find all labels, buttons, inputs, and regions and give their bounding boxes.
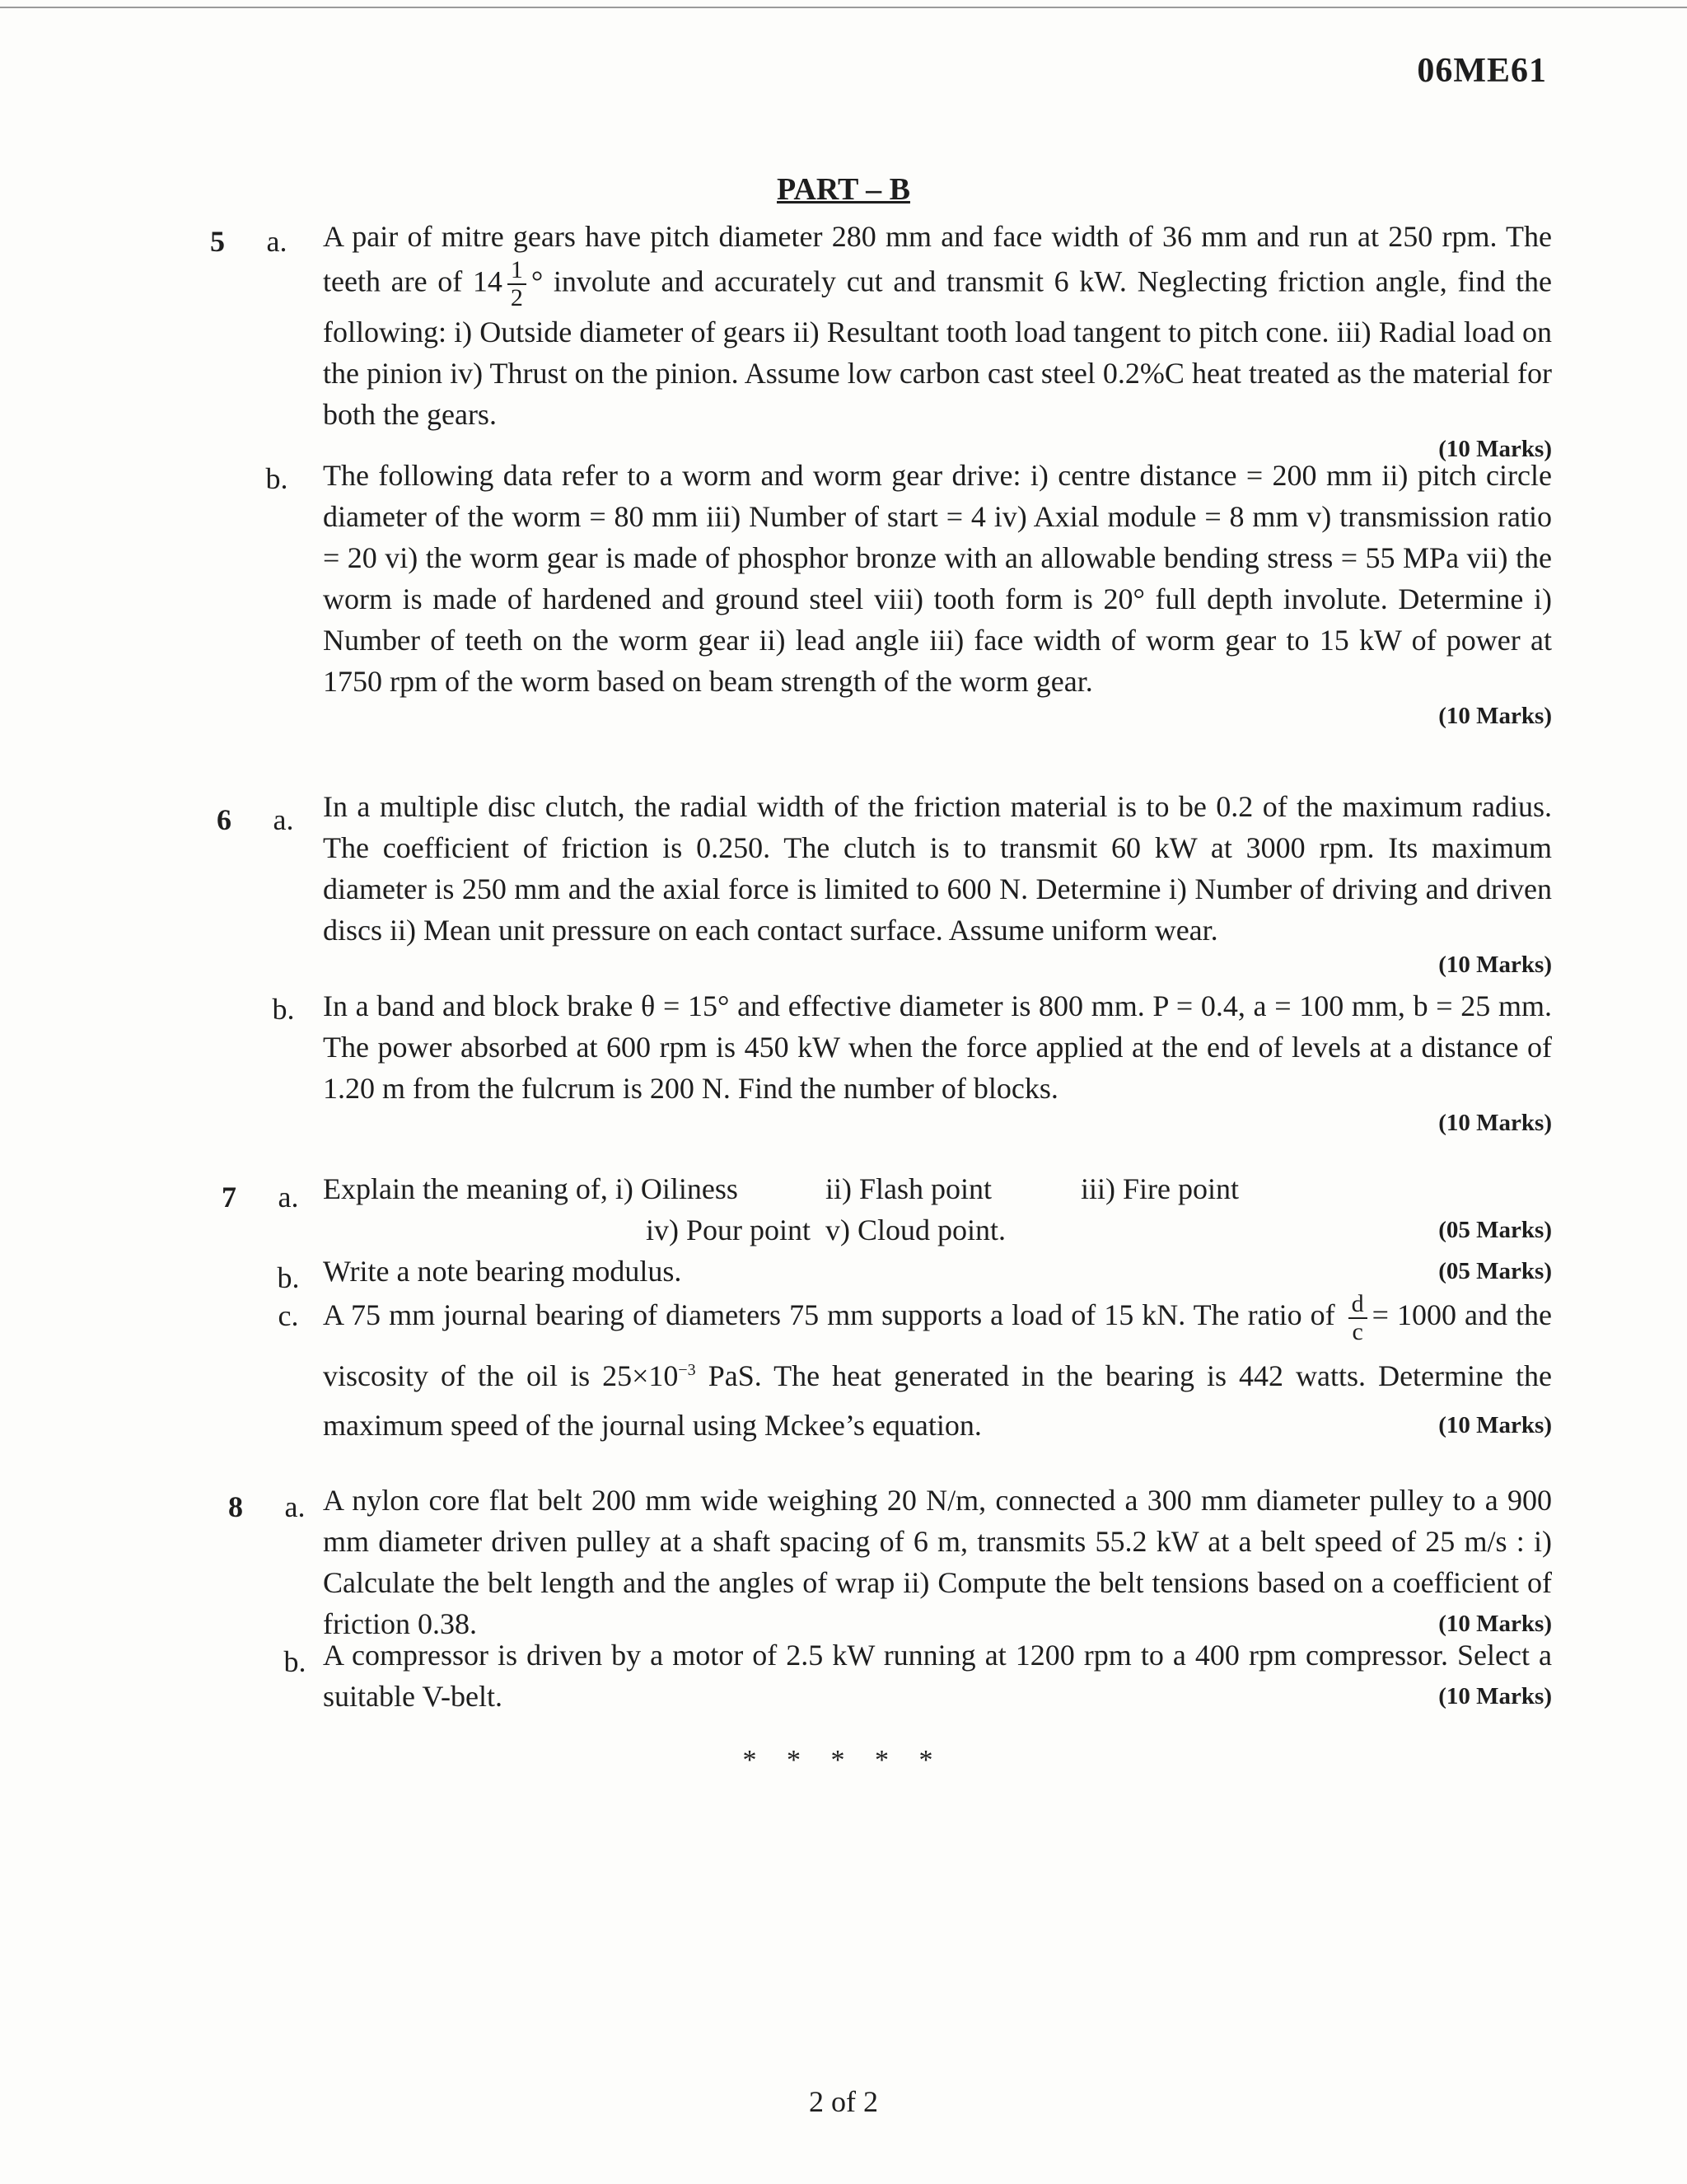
- question-7b-text: Write a note bearing modulus. (05 Marks): [323, 1251, 1552, 1292]
- question-6b-marks: (10 Marks): [1438, 1110, 1552, 1136]
- scan-top-edge-line: [0, 7, 1687, 8]
- part-heading: PART – B: [777, 172, 910, 207]
- question-number-6: 6: [217, 803, 231, 836]
- question-8b-text: A compressor is driven by a motor of 2.5 kW running at 1200 rpm to a 400 rpm compressor. Select a suitable V-belt. (10 Marks): [323, 1634, 1552, 1717]
- question-number-7: 7: [222, 1181, 236, 1214]
- question-7a-text: [323, 1168, 1552, 1251]
- question-7a-row1: Explain the meaning of, i) Oiliness ii) Flash point iii) Fire point: [323, 1172, 1239, 1205]
- question-7b-label: b.: [277, 1261, 300, 1294]
- question-8a-marks: (10 Marks): [1438, 1611, 1552, 1637]
- degree-symbol: °: [530, 264, 544, 298]
- question-number-5: 5: [210, 225, 225, 258]
- question-7a-row2: iv) Pour point v) Cloud point. (05 Marks): [323, 1209, 1552, 1251]
- question-5b-marks: (10 Marks): [1438, 703, 1552, 729]
- question-7a-marks: (05 Marks): [1438, 1217, 1552, 1243]
- question-number-8: 8: [228, 1490, 243, 1523]
- question-5a-text-part2: involute and accurately cut and transmit 6 kW. Neglecting friction angle, find the following: i) Outside diameter of gears ii) Resultant tooth load tangent to pitch cone. iii) Radial load on the pinion iv) Thrust on the pinion. Assume low carbon cast steel 0.2%C heat treated as the material for both the gears.: [323, 264, 1552, 431]
- question-8b-label: b.: [283, 1645, 306, 1678]
- exponent: −3: [678, 1360, 696, 1379]
- question-5a-text-part1: A pair of mitre gears have pitch diameter 280 mm and face width of 36 mm and run at 250 rpm. The teeth are of 14: [323, 220, 1552, 298]
- question-7c-text: A 75 mm journal bearing of diameters 75 mm supports a load of 15 kN. The ratio of $\frac{d}{c}$ = 1000 and the viscosity of the oil is $25\times 10^{-3}$ PaS. The heat generated in the bearing is 442 watts. Determine the maximum speed of the journal using Mckee’s equation. (10 Marks): [323, 1290, 1552, 1450]
- question-8a-label: a.: [284, 1490, 306, 1523]
- fraction-one-half: $\frac{1}{2}$: [507, 257, 526, 311]
- question-6a-marks: (10 Marks): [1438, 952, 1552, 978]
- question-6a-label: a.: [273, 803, 294, 836]
- paper-code: 06ME61: [1417, 52, 1547, 90]
- question-6b-text: In a band and block brake θ = 15° and effective diameter is 800 mm. P = 0.4, a = 100 mm, b = 25 mm. The power absorbed at 600 rpm is 450 kW when the force applied at the end of levels at a distance of 1.20 m from the fulcrum is 200 N. Find the number of blocks. (10 Marks): [323, 989, 1552, 1136]
- question-5b-text: The following data refer to a worm and worm gear drive: i) centre distance = 200 mm ii) pitch circle diameter of the worm = 80 mm iii) Number of start = 4 iv) Axial module = 8 mm v) transmission ratio = 20 vi) the worm gear is made of phosphor bronze with an allowable bending stress = 55 MPa vii) the worm is made of hardened and ground steel viii) tooth form is 20° full depth involute. Determine i) Number of teeth on the worm gear ii) lead angle iii) face width of worm gear to 15 kW of power at 1750 rpm of the worm based on beam strength of the worm gear. (10 Marks): [323, 459, 1552, 729]
- question-6a-text: In a multiple disc clutch, the radial width of the friction material is to be 0.2 of the maximum radius. The coefficient of friction is 0.250. The clutch is to transmit 60 kW at 3000 rpm. Its maximum diameter is 250 mm and the axial force is limited to 600 N. Determine i) Number of driving and driven discs ii) Mean unit pressure on each contact surface. Assume uniform wear. (10 Marks): [323, 790, 1552, 978]
- question-8b-marks: (10 Marks): [1438, 1683, 1552, 1709]
- question-7c-marks: (10 Marks): [1438, 1411, 1552, 1438]
- question-5b-label: b.: [265, 462, 288, 495]
- question-7a-label: a.: [278, 1181, 299, 1214]
- question-5a-text: [323, 216, 1552, 463]
- page-number: 2 of 2: [809, 2085, 878, 2118]
- question-8a-text: A nylon core flat belt 200 mm wide weighing 20 N/m, connected a 300 mm diameter pulley to a 900 mm diameter driven pulley at a shaft spacing of 6 m, transmits 55.2 kW at a belt speed of 25 m/s : i) Calculate the belt length and the angles of wrap ii) Compute the belt tensions based on a coefficient of friction 0.38. (10 Marks): [323, 1480, 1552, 1644]
- question-5a-label: a.: [266, 225, 287, 258]
- question-7c-label: c.: [278, 1299, 299, 1332]
- fraction-d-over-c: $\frac{d}{c}$: [1348, 1291, 1367, 1345]
- question-6b-label: b.: [272, 993, 295, 1026]
- question-5a-marks: (10 Marks): [1438, 436, 1552, 462]
- question-7b-marks: (05 Marks): [1438, 1258, 1552, 1284]
- end-of-paper-marker: * * * * *: [742, 1745, 945, 1775]
